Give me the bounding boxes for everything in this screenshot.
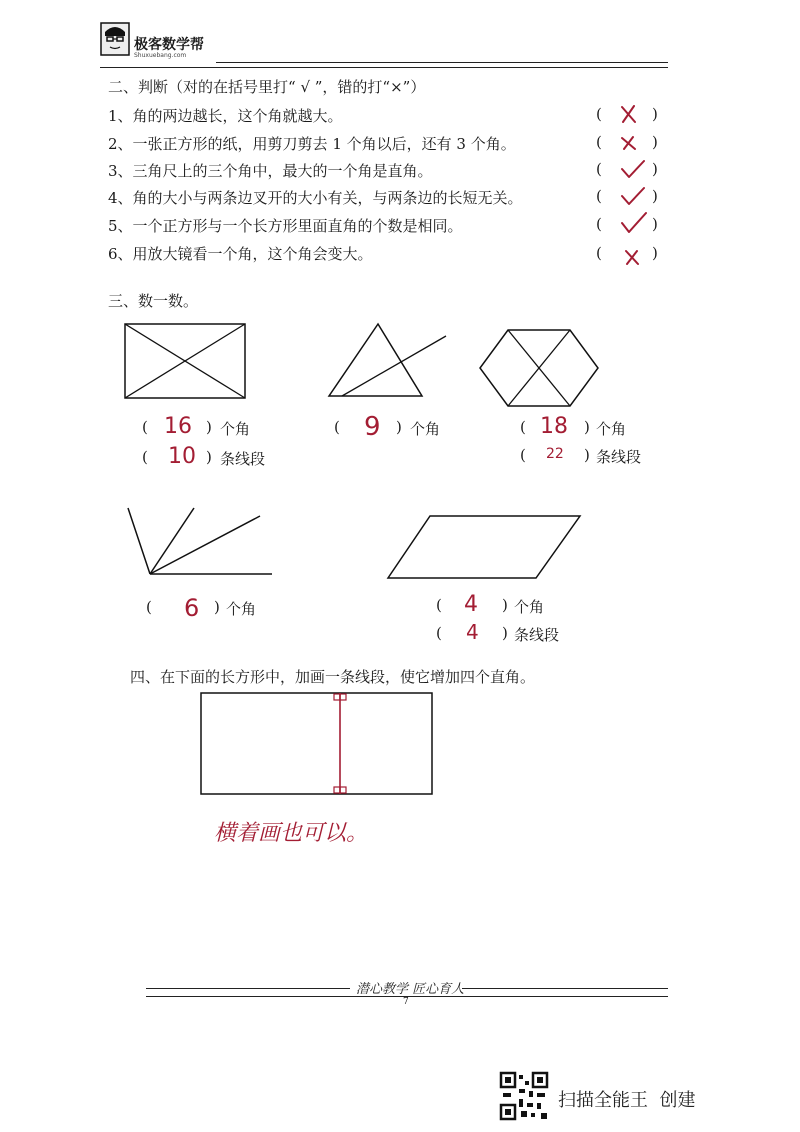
judge-answer-5: ( ) — [596, 212, 660, 236]
unit-segments: 条线段 — [596, 448, 642, 466]
fig5-angle-value: 4 — [464, 592, 478, 617]
fig1-angle-value: 16 — [164, 414, 192, 439]
check-mark-icon — [620, 159, 646, 179]
fig4-angle-answer: ( 6 ) 个角 — [146, 594, 257, 622]
unit-angles: 个角 — [220, 420, 251, 438]
judge-item-5: 5、一个正方形与一个长方形里面直角的个数是相同。 — [108, 217, 463, 235]
fig4-angle-value: 6 — [184, 594, 200, 622]
figure-rectangle-task — [200, 692, 434, 796]
judge-item-2: 2、一张正方形的纸，用剪刀剪去 1 个角以后，还有 3 个角。 — [108, 135, 516, 153]
footer-motto: 潜心教学 匠心育人 — [356, 982, 465, 997]
figure-rectangle-diagonals — [124, 323, 246, 399]
section4-title: 四、在下面的长方形中，加画一条线段，使它增加四个直角。 — [130, 668, 536, 686]
cross-mark-icon — [622, 248, 644, 266]
cross-mark-icon — [618, 134, 640, 152]
footer-rule-right — [462, 988, 668, 989]
cross-mark-icon — [618, 104, 640, 124]
unit-angles: 个角 — [596, 420, 627, 438]
fig2-angle-value: 9 — [364, 412, 381, 442]
fig5-angle-answer: ( 4 ) 个角 — [436, 592, 545, 617]
fig3-segment-value: 22 — [546, 446, 564, 462]
page-number: 7 — [403, 997, 409, 1007]
handwritten-note: 横着画也可以。 — [214, 821, 369, 846]
fig1-segment-value: 10 — [168, 444, 196, 469]
judge-answer-4: ( ) — [596, 187, 658, 205]
figure-parallelogram — [386, 514, 582, 580]
unit-segments: 条线段 — [220, 450, 266, 468]
fig5-segment-value: 4 — [466, 620, 479, 644]
fig1-segment-answer: ( 10 ) 条线段 — [142, 444, 266, 469]
figure-hexagon-cross — [478, 328, 600, 410]
unit-segments: 条线段 — [514, 626, 560, 644]
scanner-watermark-text: 扫描全能王 创建 — [558, 1090, 696, 1111]
figure-triangle-with-line — [328, 322, 450, 398]
brand-name: 极客数学帮 — [134, 37, 204, 53]
qr-code-icon — [500, 1072, 548, 1120]
section2-title: 二、判断（对的在括号里打“ √ ”，错的打“×”） — [108, 78, 426, 96]
fig3-segment-answer: ( 22 ) 条线段 — [520, 446, 642, 466]
brand-domain: Shuxuebang.com — [134, 52, 187, 59]
unit-angles: 个角 — [514, 598, 545, 616]
fig1-angle-answer: ( 16 ) 个角 — [142, 414, 251, 439]
unit-angles: 个角 — [226, 600, 257, 618]
judge-item-4: 4、角的大小与两条边叉开的大小有关，与两条边的长短无关。 — [108, 189, 523, 207]
judge-item-6: 6、用放大镜看一个角，这个角会变大。 — [108, 245, 373, 263]
judge-item-3: 3、三角尺上的三个角中，最大的一个角是直角。 — [108, 162, 433, 180]
fig5-segment-answer: ( 4 ) 条线段 — [436, 620, 560, 644]
fig2-angle-answer: ( 9 ) 个角 — [334, 412, 441, 442]
footer-rule-left — [146, 988, 350, 989]
check-mark-icon — [620, 212, 648, 234]
section3-title: 三、数一数。 — [108, 292, 199, 310]
figure-fan-rays — [126, 506, 276, 578]
judge-answer-6: ( ) — [596, 242, 660, 268]
judge-answer-2: ( ) — [596, 133, 658, 151]
header-rule — [216, 62, 668, 63]
judge-answer-1: ( ) — [596, 105, 658, 123]
judge-answer-3: ( ) — [596, 160, 658, 178]
header-logo-avatar — [100, 22, 130, 56]
fig3-angle-value: 18 — [540, 414, 568, 439]
unit-angles: 个角 — [410, 420, 441, 438]
avatar-icon — [100, 22, 130, 56]
judge-item-1: 1、角的两边越长，这个角就越大。 — [108, 107, 343, 125]
header-rule-thin — [100, 67, 668, 68]
fig3-angle-answer: ( 18 ) 个角 — [520, 414, 627, 439]
check-mark-icon — [620, 186, 646, 206]
